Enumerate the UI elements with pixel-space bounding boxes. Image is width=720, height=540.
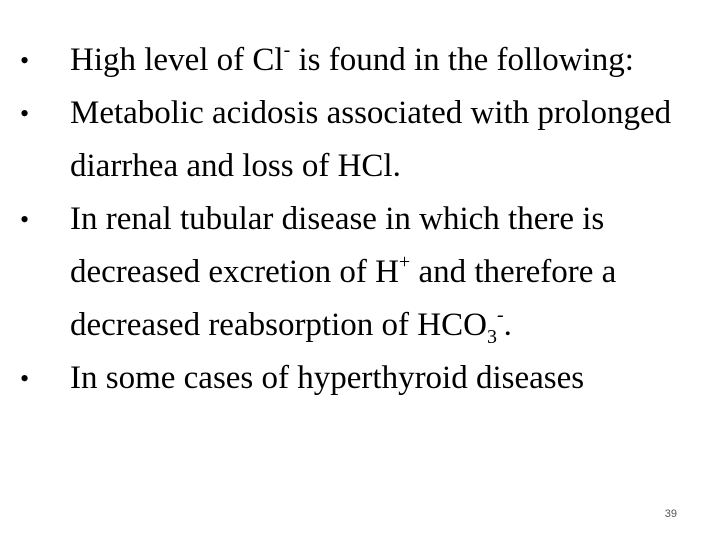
slide-body (20, 34, 710, 405)
superscript: - (496, 304, 504, 326)
bullet-item (20, 87, 710, 193)
page-number: 39 (664, 508, 677, 520)
bullet-item (20, 193, 710, 352)
bullet-text-part: High level of Cl (70, 42, 284, 78)
bullet-text-part: . (503, 307, 512, 343)
bullet-text (70, 39, 634, 78)
bullet-marker: • (20, 205, 30, 234)
superscript: + (398, 251, 411, 273)
bullet-text-part: is found in the following: (290, 42, 634, 78)
bullet-item (20, 352, 710, 405)
bullet-list (20, 34, 710, 405)
bullet-marker: • (20, 46, 30, 75)
bullet-text: Metabolic acidosis associated with prolonged diarrhea and loss of HCl. (70, 95, 672, 184)
superscript: - (283, 39, 291, 61)
bullet-text: In some cases of hyperthyroid diseases (70, 360, 585, 396)
bullet-text-part: In renal tubular disease in which there is decreased excretion of H (70, 201, 605, 290)
subscript: 3 (486, 326, 497, 348)
bullet-item (20, 34, 710, 87)
bullet-marker: • (20, 99, 30, 128)
bullet-marker: • (20, 364, 30, 393)
bullet-text-part: and therefore a decreased reabsorption of HCO (70, 254, 617, 343)
bullet-text (70, 201, 617, 348)
